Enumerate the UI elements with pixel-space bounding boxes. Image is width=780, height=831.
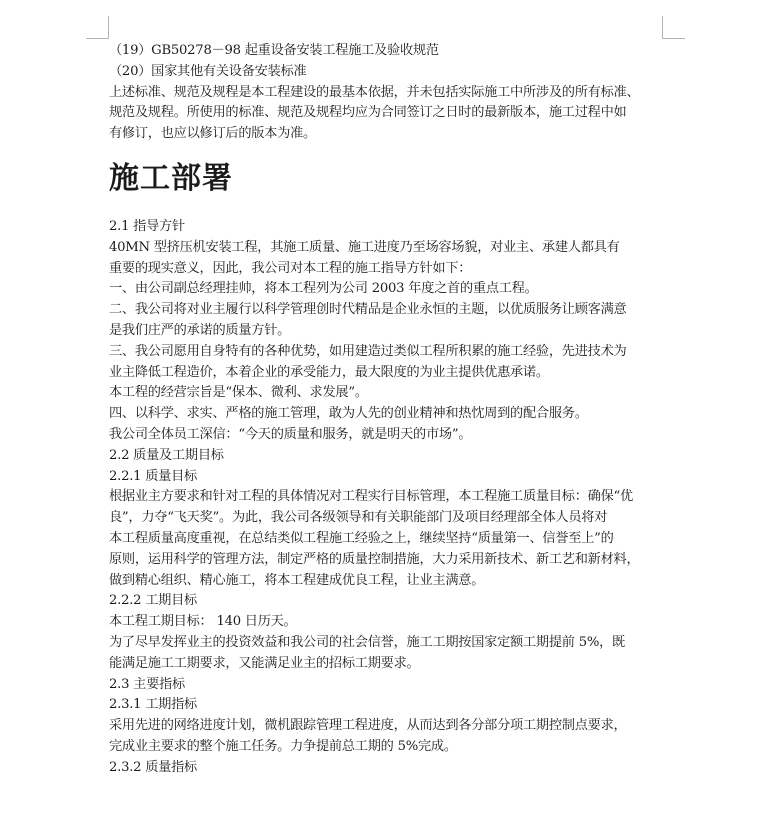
text-line: 我公司全体员工深信：“今天的质量和服务，就是明天的市场”。	[109, 426, 472, 442]
list-item: （19）GB50278－98 起重设备安装工程施工及验收规范	[109, 43, 439, 58]
text-line: 三、我公司愿用自身特有的各种优势，如用建造过类似工程所积累的施工经验，先进技术为	[109, 343, 627, 359]
text-line: 能满足施工工期要求，又能满足业主的招标工期要求。	[109, 655, 420, 671]
subsection-title: 2.3 主要指标	[109, 676, 185, 692]
text-line: 业主降低工程造价，本着企业的承受能力，最大限度的为业主提供优惠承诺。	[109, 364, 549, 380]
intro-line: 有修订，也应以修订后的版本为准。	[109, 126, 316, 142]
section-heading: 施工部署	[109, 160, 233, 196]
text-line: 本工程质量高度重视，在总结类似工程施工经验之上，继续坚持“质量第一、信誉至上”的	[109, 530, 614, 546]
document-body	[109, 41, 665, 779]
list-item: （20）国家其他有关设备安装标准	[109, 63, 307, 79]
intro-line: 上述标准、规范及规程是本工程建设的最基本依据，并未包括实际施工中所涉及的所有标准、	[109, 84, 640, 100]
text-line: 做到精心组织、精心施工，将本工程建成优良工程，让业主满意。	[109, 572, 485, 588]
text-line: 四、以科学、求实、严格的施工管理，敢为人先的创业精神和热忱周到的配合服务。	[109, 406, 588, 422]
subsection-title: 2.1 指导方针	[109, 218, 185, 234]
subsection-title: 2.3.1 工期指标	[109, 697, 197, 713]
subsection-title: 2.2 质量及工期目标	[109, 447, 224, 463]
text-line: 40MN 型挤压机安装工程，其施工质量、施工进度乃至场容场貌，对业主、承建人都具有	[109, 239, 620, 255]
text-line: 良”，力夺“飞天奖”。为此，我公司各级领导和有关职能部门及项目经理部全体人员将对	[109, 510, 608, 526]
text-line: 本工程工期目标： 140 日历天。	[109, 614, 297, 630]
subsection-title: 2.2.2 工期目标	[109, 593, 197, 609]
text-line: 二、我公司将对业主履行以科学管理创时代精品是企业永恒的主题，以优质服务让顾客满意	[109, 302, 627, 318]
text-line: 采用先进的网络进度计划，微机跟踪管理工程进度，从而达到各分部分项工期控制点要求，	[109, 718, 627, 734]
intro-line: 规范及规程。所使用的标准、规范及规程均应为合同签订之日时的最新版本，施工过程中如	[109, 105, 627, 121]
subsection-title: 2.2.1 质量目标	[109, 468, 197, 484]
subsection-title: 2.3.2 质量指标	[109, 759, 197, 775]
crop-mark-top-left	[86, 16, 109, 39]
text-line: 是我们庄严的承诺的质量方针。	[109, 322, 291, 338]
text-line: 一、由公司副总经理挂帅，将本工程列为公司 2003 年度之首的重点工程。	[109, 281, 538, 297]
text-line: 重要的现实意义，因此，我公司对本工程的施工指导方针如下：	[109, 260, 472, 276]
crop-mark-top-right	[662, 16, 685, 39]
text-line: 根据业主方要求和针对工程的具体情况对工程实行目标管理，本工程施工质量目标：确保“优	[109, 489, 633, 505]
text-line: 完成业主要求的整个施工任务。力争提前总工期的 5%完成。	[109, 738, 457, 754]
text-line: 原则，运用科学的管理方法，制定严格的质量控制措施，大力采用新技术、新工艺和新材料，	[109, 551, 640, 567]
text-line: 本工程的经营宗旨是“保本、微利、求发展”。	[109, 385, 368, 401]
text-line: 为了尽早发挥业主的投资效益和我公司的社会信誉，施工工期按国家定额工期提前 5%，既	[109, 634, 625, 650]
